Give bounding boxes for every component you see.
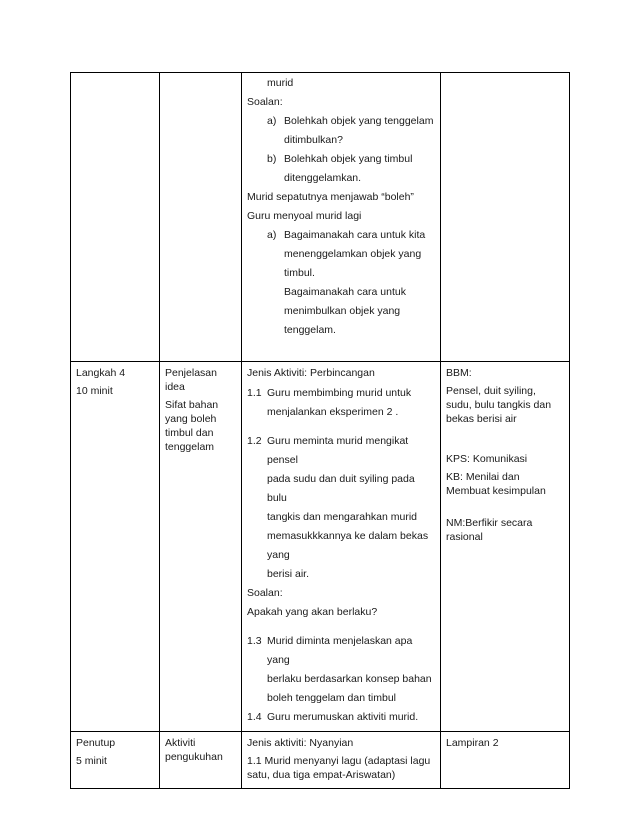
nm-text: NM:Berfikir secara rasional (446, 517, 533, 543)
content-title: Penjelasan idea (165, 367, 217, 393)
text-line: tenggelam. (284, 324, 336, 336)
list-item (247, 432, 435, 584)
text-line: Guru membimbing murid untuk (267, 387, 412, 399)
list-item (247, 112, 435, 150)
text-line: menenggelamkan objek yang (284, 248, 422, 260)
activity-type: Jenis Aktiviti: Perbincangan (247, 367, 375, 379)
bbm-label: BBM: (446, 367, 472, 379)
content-text: Sifat bahan yang boleh timbul dan tenggelam (165, 399, 219, 453)
table-row (71, 73, 570, 362)
list-marker: a) (267, 229, 277, 241)
table-row (71, 362, 570, 732)
text-line: boleh tenggelam dan timbul (267, 692, 397, 704)
kps-text: KPS: Komunikasi (446, 453, 528, 465)
list-text (267, 384, 435, 422)
text-line: Apakah yang akan berlaku? (247, 606, 378, 618)
text-line: Guru merumuskan aktiviti murid. (267, 711, 419, 723)
attachment-text: Lampiran 2 (446, 737, 499, 749)
table-cell-step (71, 73, 160, 362)
step-duration: 5 minit (76, 755, 107, 767)
step-label: Langkah 4 (76, 367, 126, 379)
text-line: tangkis dan mengarahkan murid (267, 511, 418, 523)
text-line: menimbulkan objek yang (284, 305, 401, 317)
text-line: berlaku berdasarkan konsep bahan (267, 673, 432, 685)
list-item (247, 150, 435, 188)
table-cell-step (71, 362, 160, 732)
text-line: Guru menyoal murid lagi (247, 210, 362, 222)
list-text (267, 632, 435, 708)
list-item (247, 632, 435, 708)
list-text (284, 150, 435, 188)
list-marker: a) (267, 115, 277, 127)
step-label: Penutup (76, 737, 116, 749)
text-line: ditenggelamkan. (284, 172, 362, 184)
activity-type: Jenis aktiviti: Nyanyian (247, 737, 354, 749)
list-text (284, 112, 435, 150)
list-marker: 1.1 (247, 387, 262, 399)
bbm-text: Pensel, duit syiling, sudu, bulu tangkis dan bekas berisi air (446, 385, 552, 425)
text-line: memasukkkannya ke dalam bekas yang (267, 530, 429, 561)
text-line: Murid diminta menjelaskan apa yang (267, 635, 413, 666)
list-marker: 1.4 (247, 711, 262, 723)
text-line: Guru meminta murid mengikat pensel (267, 435, 409, 466)
list-text (267, 708, 435, 727)
text-line: murid (267, 77, 294, 89)
table-cell-content (160, 73, 242, 362)
table-cell-activity (242, 73, 441, 362)
text-line: Murid sepatutnya menjawab “boleh” (247, 191, 414, 203)
table-cell-notes (441, 362, 570, 732)
activity-text: 1.1 Murid menyanyi lagu (adaptasi lagu satu, dua tiga empat-Ariswatan) (247, 755, 431, 781)
content-title: Aktiviti pengukuhan (165, 737, 223, 763)
text-line: pada sudu dan duit syiling pada bulu (267, 473, 415, 504)
list-text (267, 432, 435, 584)
table-cell-notes (441, 73, 570, 362)
text-line: timbul. (284, 267, 315, 279)
text-line: ditimbulkan? (284, 134, 343, 146)
table-cell-content (160, 732, 242, 789)
list-marker: b) (267, 153, 277, 165)
table-cell-content (160, 362, 242, 732)
text-line: Bagaimanakah cara untuk (284, 286, 406, 298)
list-item (247, 384, 435, 422)
text-line: menjalankan eksperimen 2 . (267, 406, 399, 418)
table-cell-activity (242, 362, 441, 732)
list-item (247, 708, 435, 727)
table-cell-activity (242, 732, 441, 789)
text-line: Bolehkah objek yang timbul (284, 153, 413, 165)
step-duration: 10 minit (76, 385, 113, 397)
list-item (247, 226, 435, 340)
table-cell-step (71, 732, 160, 789)
text-line: berisi air. (267, 568, 310, 580)
text-line: Soalan: (247, 96, 283, 108)
text-line: Soalan: (247, 587, 283, 599)
text-line: Bagaimanakah cara untuk kita (284, 229, 426, 241)
table-cell-notes (441, 732, 570, 789)
table-row (71, 732, 570, 789)
text-line: Bolehkah objek yang tenggelam (284, 115, 434, 127)
list-text (284, 226, 435, 340)
list-marker: 1.2 (247, 435, 262, 447)
kb-text: KB: Menilai dan Membuat kesimpulan (446, 471, 546, 497)
list-marker: 1.3 (247, 635, 262, 647)
lesson-plan-table (70, 72, 570, 789)
